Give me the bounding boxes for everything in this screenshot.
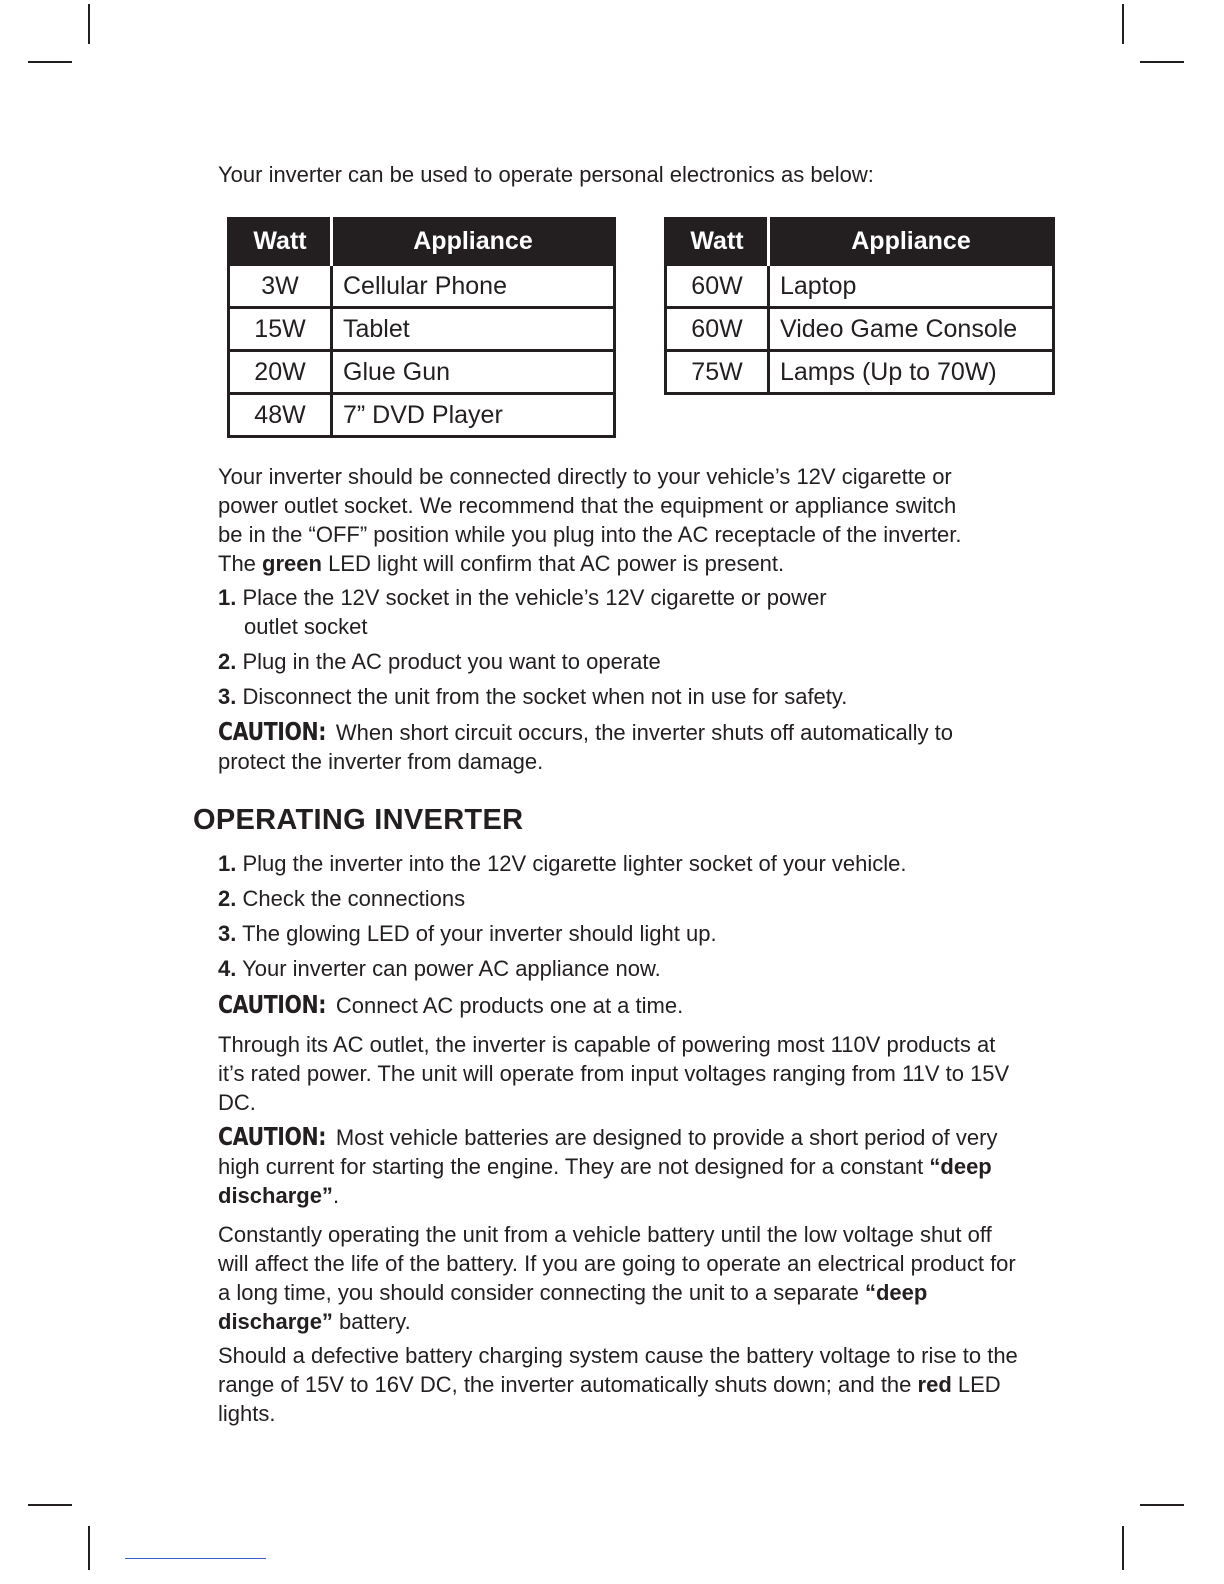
- through-paragraph: [218, 1030, 1018, 1117]
- crop-mark-br-h: [1140, 1504, 1184, 1506]
- list-item: [218, 919, 1038, 948]
- crop-mark-bl-v: [88, 1526, 90, 1570]
- step-number: 1.: [218, 851, 237, 876]
- step-text: Disconnect the unit from the socket when not in use for safety.: [242, 684, 848, 709]
- connect-paragraph: [218, 462, 1038, 578]
- caution-3-body: Most vehicle batteries are designed to provide a short period of very high current for starting the engine. They are not designed for a constant: [218, 1125, 998, 1179]
- watt-cell: 3W: [229, 265, 332, 308]
- table-row: [229, 351, 615, 394]
- caution-one-at-a-time: [218, 990, 1038, 1020]
- constant-end: battery.: [332, 1309, 411, 1334]
- caution-short-circuit: [218, 717, 1008, 776]
- appliance-cell: Lamps (Up to 70W): [769, 351, 1054, 394]
- watt-cell: 48W: [229, 394, 332, 437]
- appliance-cell: Cellular Phone: [332, 265, 615, 308]
- deep-discharge-term: “deep discharge”: [218, 1154, 992, 1208]
- watt-cell: 60W: [666, 265, 769, 308]
- crop-mark-br-v: [1122, 1526, 1124, 1570]
- appliance-cell: 7” DVD Player: [332, 394, 615, 437]
- crop-mark-bl-h: [28, 1504, 72, 1506]
- constant-body: Constantly operating the unit from a vehicle battery until the low voltage shut off will affect the life of the battery. If you are going to operate an electrical product for a long time, you should consider connecting the unit to a separate: [218, 1222, 1016, 1305]
- table-row: [666, 351, 1054, 394]
- caution-3-text: [218, 1122, 1023, 1210]
- list-item: [218, 583, 868, 641]
- caution-3-end: .: [332, 1183, 340, 1208]
- caution-label: CAUTION:: [218, 1122, 327, 1151]
- defective-body: Should a defective battery charging system cause the battery voltage to rise to the range of 15V to 16V DC, the inverter automatically shuts down; and the: [218, 1343, 1018, 1397]
- caution-label: CAUTION:: [218, 717, 327, 746]
- table-row: [229, 308, 615, 351]
- through-text: Through its AC outlet, the inverter is capable of powering most 110V products at it’s rated power. The unit will operate from input voltages ranging from 11V to 15V DC.: [218, 1032, 1010, 1115]
- crop-mark-tl-v: [88, 4, 90, 44]
- watt-cell: 20W: [229, 351, 332, 394]
- crop-mark-tr-h: [1140, 61, 1184, 63]
- connect-steps: [218, 583, 868, 711]
- green-word: green: [262, 551, 322, 576]
- list-item: [218, 682, 868, 711]
- operating-steps: [218, 849, 1038, 983]
- caution-1-text: [218, 717, 1008, 776]
- step-text: The glowing LED of your inverter should light up.: [242, 921, 717, 946]
- table-row: [229, 265, 615, 308]
- deep-discharge-term: “deep discharge”: [218, 1280, 928, 1334]
- watt-table-right: [664, 217, 1055, 395]
- list-item: [218, 954, 1038, 983]
- appliance-cell: Tablet: [332, 308, 615, 351]
- step-number: 1.: [218, 585, 237, 610]
- appliance-cell: Glue Gun: [332, 351, 615, 394]
- step-text: Place the 12V socket in the vehicle’s 12V cigarette or power outlet socket: [242, 585, 827, 639]
- list-item: [218, 647, 868, 676]
- table-row: [666, 265, 1054, 308]
- appliance-cell: Video Game Console: [769, 308, 1054, 351]
- red-word: red: [917, 1372, 952, 1397]
- step-text: Your inverter can power AC appliance now.: [242, 956, 661, 981]
- defective-paragraph: [218, 1341, 1018, 1428]
- connect-line-4-pre: The: [218, 551, 263, 576]
- step-number: 3.: [218, 684, 237, 709]
- watt-cell: 60W: [666, 308, 769, 351]
- caution-2-body: Connect AC products one at a time.: [335, 993, 684, 1018]
- step-text: Plug the inverter into the 12V cigarette lighter socket of your vehicle.: [242, 851, 907, 876]
- step-number: 3.: [218, 921, 237, 946]
- list-item: [218, 884, 1038, 913]
- step-number: 2.: [218, 649, 237, 674]
- blue-rule: [125, 1558, 266, 1559]
- defective-text: [218, 1341, 1018, 1428]
- connect-line-2: power outlet socket. We recommend that the equipment or appliance switch: [218, 493, 957, 518]
- crop-mark-tr-v: [1122, 4, 1124, 44]
- list-item: [218, 849, 1038, 878]
- watt-cell: 75W: [666, 351, 769, 394]
- caution-1-body: When short circuit occurs, the inverter shuts off automatically to protect the inverter from damage.: [218, 720, 953, 774]
- caution-batteries: [218, 1122, 1023, 1210]
- appliance-header: Appliance: [332, 219, 615, 265]
- connect-line-1: Your inverter should be connected directly to your vehicle’s 12V cigarette or: [218, 464, 952, 489]
- step-number: 4.: [218, 956, 237, 981]
- appliance-header: Appliance: [769, 219, 1054, 265]
- watt-cell: 15W: [229, 308, 332, 351]
- connect-line-4: [218, 549, 1038, 578]
- connect-line-3: be in the “OFF” position while you plug into the AC receptacle of the inverter.: [218, 522, 962, 547]
- caution-label: CAUTION:: [218, 990, 327, 1019]
- constant-text: [218, 1220, 1023, 1336]
- table-row: [666, 308, 1054, 351]
- crop-mark-tl-h: [28, 61, 72, 63]
- caution-2-text: [218, 990, 1038, 1020]
- connect-line-4-post: LED light will confirm that AC power is present.: [321, 551, 785, 576]
- watt-header: Watt: [229, 219, 332, 265]
- watt-header: Watt: [666, 219, 769, 265]
- defective-end: LED lights.: [218, 1372, 1001, 1426]
- step-text: Plug in the AC product you want to operate: [242, 649, 661, 674]
- section-heading: OPERATING INVERTER: [193, 804, 524, 836]
- step-number: 2.: [218, 886, 237, 911]
- intro-text: Your inverter can be used to operate personal electronics as below:: [218, 162, 874, 187]
- constant-paragraph: [218, 1220, 1023, 1336]
- table-row: [229, 394, 615, 437]
- step-text: Check the connections: [242, 886, 466, 911]
- appliance-cell: Laptop: [769, 265, 1054, 308]
- watt-table-left: [227, 217, 616, 438]
